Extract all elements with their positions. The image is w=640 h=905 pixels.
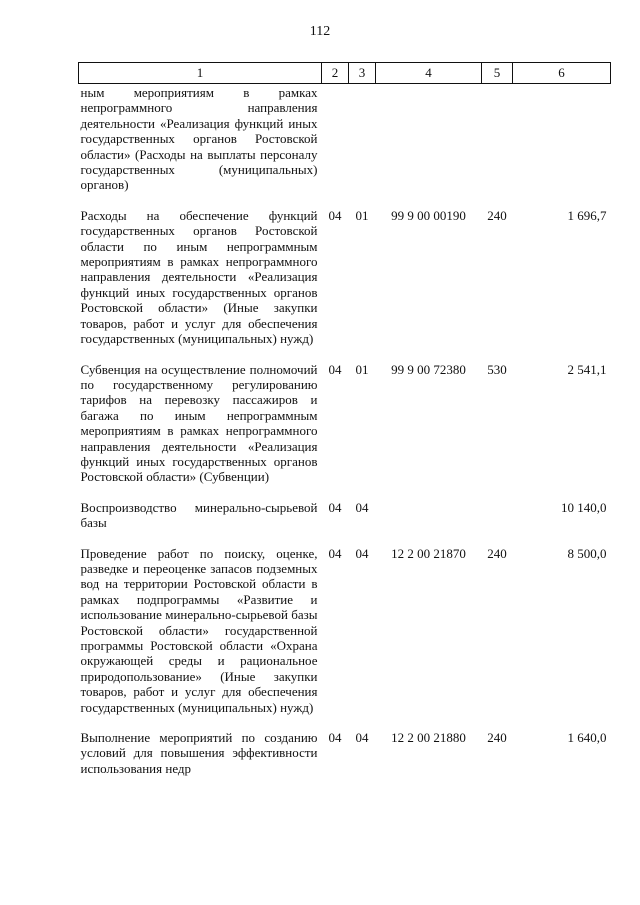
column-header-6: 6	[513, 63, 611, 84]
row-target-article	[376, 84, 482, 208]
column-header-4: 4	[376, 63, 482, 84]
row-target-article	[376, 500, 482, 546]
column-header-5: 5	[482, 63, 513, 84]
row-amount: 8 500,0	[567, 545, 607, 561]
row-target-article: 99 9 00 00190	[391, 207, 466, 223]
row-target-article: 12 2 00 21870	[391, 545, 466, 561]
row-expense-type: 240	[487, 545, 507, 561]
row-section: 04	[328, 499, 342, 515]
row-description: Расходы на обеспечение функций государственных органов Ростовской области по иным непрограммным мероприятиям в рамках непрограммного направления деятельности «Реализация функций иных государственных органов Ростовской области» (Иные закупки товаров, работ и услуг для обеспечения государственных (муниципальных) нужд)	[80, 207, 318, 347]
row-section: 04	[328, 361, 342, 377]
row-expense-type: 240	[487, 207, 507, 223]
row-amount: 2 541,1	[567, 361, 607, 377]
row-section: 04	[328, 545, 342, 561]
row-amount: 10 140,0	[561, 499, 607, 515]
page-number: 112	[309, 24, 331, 39]
row-subsection: 04	[355, 730, 369, 746]
row-subsection: 04	[355, 499, 369, 515]
row-section	[322, 84, 349, 208]
budget-table	[78, 62, 611, 776]
row-expense-type: 530	[487, 361, 507, 377]
column-header-2: 2	[322, 63, 349, 84]
row-description: Воспроизводство минерально-сырьевой базы	[80, 499, 318, 531]
table-row	[79, 730, 611, 776]
row-description: ным мероприятиям в рамках непрограммного направления деятельности «Реализация функций иных государственных органов Ростовской области» (Расходы на выплаты персоналу государственных (муниципальных) органов)	[80, 85, 318, 193]
row-expense-type	[482, 500, 513, 546]
table-row	[79, 84, 611, 208]
row-target-article: 99 9 00 72380	[391, 361, 466, 377]
table-header	[79, 63, 611, 84]
row-subsection: 01	[355, 207, 369, 223]
row-target-article: 12 2 00 21880	[391, 730, 466, 746]
row-description: Субвенция на осуществление полномочий по государственному регулированию тарифов на перевозку пассажиров и багажа по иным непрограммным мероприятиям в рамках непрограммного направления деятельности «Реализация функций иных государственных органов Ростовской области» (Субвенции)	[80, 361, 318, 485]
row-description: Проведение работ по поиску, оценке, разведке и переоценке запасов подземных вод на территории Ростовской области в рамках подпрограммы «Развитие и использование минерально-сырьевой базы Ростовской области» государственной программы Ростовской области «Охрана окружающей среды и рациональное природопользование» (Иные закупки товаров, работ и услуг для обеспечения государственных (муниципальных) нужд)	[80, 545, 318, 715]
table-row	[79, 208, 611, 362]
row-section: 04	[328, 207, 342, 223]
row-amount: 1 696,7	[567, 207, 607, 223]
row-section: 04	[328, 730, 342, 746]
row-subsection	[349, 84, 376, 208]
row-expense-type: 240	[487, 730, 507, 746]
row-description: Выполнение мероприятий по созданию условий для повышения эффективности использования недр	[80, 730, 318, 776]
row-amount: 1 640,0	[567, 730, 607, 746]
row-subsection: 04	[355, 545, 369, 561]
column-header-1: 1	[79, 63, 322, 84]
column-header-3: 3	[349, 63, 376, 84]
row-expense-type	[482, 84, 513, 208]
table-row	[79, 546, 611, 730]
row-subsection: 01	[355, 361, 369, 377]
table-row	[79, 500, 611, 546]
row-amount	[513, 84, 611, 208]
table-row	[79, 362, 611, 500]
